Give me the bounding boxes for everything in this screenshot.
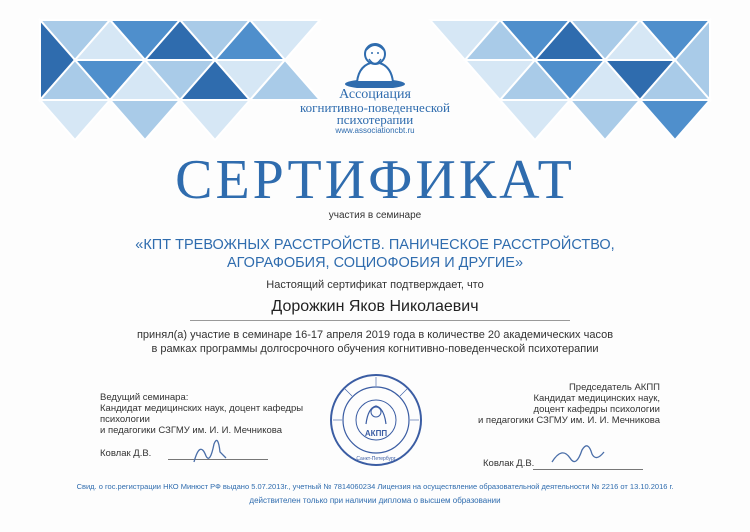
right-signatory-dept: доцент кафедры психологии	[533, 404, 660, 415]
participation-text	[0, 328, 750, 356]
participant-name: Дорожкин Яков Николаевич	[271, 298, 479, 315]
left-signatory-block	[100, 392, 320, 436]
participation-line1: принял(а) участие в семинаре 16-17 апреля 2019 года в количестве 20 академических часов	[136, 329, 614, 341]
stamp-city-text: Санкт-Петербург	[356, 456, 396, 462]
right-signature-name: Ковлак Д.В.	[483, 458, 535, 469]
right-signatory-degree: Кандидат медицинских наук,	[533, 393, 660, 404]
association-name-line2: когнитивно-поведенческой	[300, 100, 450, 115]
left-signatory-university: и педагогики СЗГМУ им. И. И. Мечникова	[100, 425, 283, 436]
left-signature-scribble-icon	[190, 436, 230, 466]
organization-stamp-icon	[328, 372, 424, 468]
certificate-subtitle: участия в семинаре	[328, 210, 422, 221]
stamp-center-text: АКПП	[364, 429, 388, 438]
left-signatory-dept: психологии	[100, 414, 150, 425]
right-signatory-block	[440, 382, 660, 426]
right-signature-scribble-icon	[548, 440, 608, 470]
left-signatory-role: Ведущий семинара:	[100, 392, 189, 403]
seminar-title-line2: АГОРАФОБИЯ, СОЦИОФОБИЯ И ДРУГИЕ»	[226, 255, 524, 271]
association-name-line1: Ассоциация	[339, 87, 411, 102]
participation-line2: в рамках программы долгосрочного обучения когнитивно-поведенческой психотерапии	[151, 343, 599, 355]
left-signatory-degree: Кандидат медицинских наук, доцент кафедры	[100, 403, 304, 414]
left-signature-name: Ковлак Д.В.	[100, 448, 152, 459]
footer-validity: действителен только при наличии диплома о высшем образовании	[249, 496, 501, 505]
association-name-line3: психотерапии	[336, 112, 414, 127]
seminar-title-line1: «КПТ ТРЕВОЖНЫХ РАССТРОЙСТВ. ПАНИЧЕСКОЕ РАССТРОЙСТВО,	[135, 237, 615, 253]
name-underline	[190, 320, 570, 321]
right-signatory-university: и педагогики СЗГМУ им. И. И. Мечникова	[477, 415, 660, 426]
certificate-title: СЕРТИФИКАТ	[175, 149, 575, 211]
portrait-logo-icon	[343, 38, 407, 88]
footer-registration: Свид. о гос.регистрации НКО Минюст РФ выдано 5.07.2013г., учетный № 7814060234 Лицензия на осуществление образовательной деятельности № 2216 от 13.10.2016 г.	[76, 482, 674, 491]
right-signatory-role: Председатель АКПП	[568, 382, 660, 393]
seminar-title	[0, 236, 750, 272]
confirmation-text: Настоящий сертификат подтверждает, что	[266, 279, 484, 291]
association-url: www.associationcbt.ru	[335, 126, 415, 135]
